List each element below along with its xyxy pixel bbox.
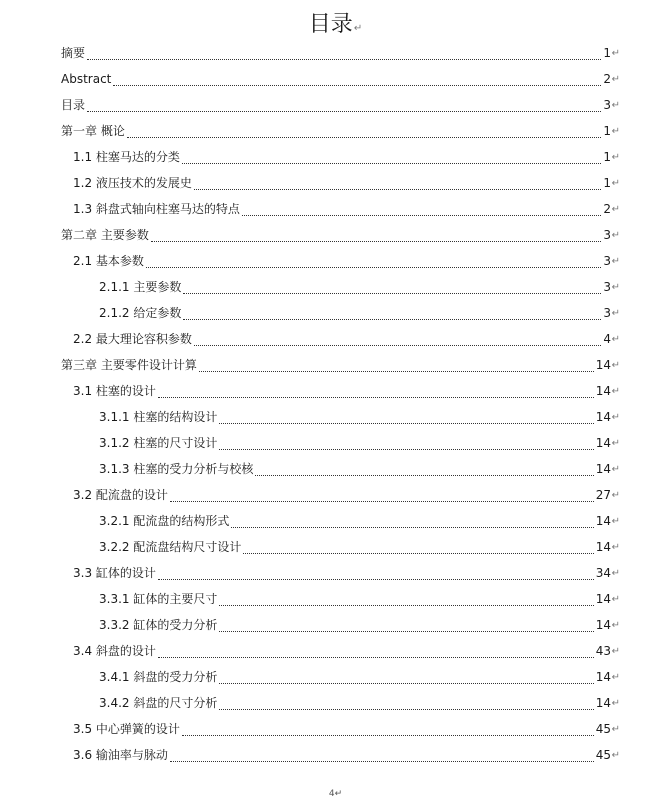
dot-leader — [194, 344, 601, 346]
dot-leader — [158, 396, 594, 398]
dot-leader — [158, 578, 594, 580]
toc-entry[interactable] — [99, 404, 620, 430]
toc-entry-label: 第三章 主要零件设计计算 — [61, 358, 197, 372]
paragraph-mark-icon: ↵ — [353, 23, 363, 34]
paragraph-mark-icon: ↵ — [611, 126, 620, 137]
toc-entry-label: 3.2.1 配流盘的结构形式 — [99, 514, 230, 528]
toc-entry[interactable] — [61, 92, 620, 118]
toc-entry-label: 2.2 最大理论容积参数 — [73, 332, 192, 346]
toc-heading — [0, 10, 671, 44]
dot-leader — [219, 682, 593, 684]
toc-entry-label: 第二章 主要参数 — [61, 228, 149, 242]
toc-entry[interactable] — [61, 222, 620, 248]
toc-entry-label: 摘要 — [61, 46, 86, 60]
dot-leader — [242, 214, 601, 216]
toc-entry[interactable] — [99, 274, 620, 300]
dot-leader — [219, 422, 593, 424]
paragraph-mark-icon: ↵ — [611, 620, 620, 631]
toc-entry-page-number: 3 — [603, 254, 611, 268]
toc-entry-page-number: 2 — [603, 72, 611, 86]
toc-entry-label: 3.2 配流盘的设计 — [73, 488, 168, 502]
paragraph-mark-icon: ↵ — [611, 334, 620, 345]
toc-entry[interactable] — [73, 170, 620, 196]
dot-leader — [127, 136, 602, 138]
dot-leader — [231, 526, 593, 528]
toc-entry-page-number: 14 — [595, 540, 611, 554]
toc-entry[interactable] — [73, 560, 620, 586]
toc-entry-label: 目录 — [61, 98, 86, 112]
dot-leader — [183, 292, 601, 294]
dot-leader — [199, 370, 594, 372]
paragraph-mark-icon: ↵ — [611, 646, 620, 657]
toc-entry[interactable] — [99, 612, 620, 638]
toc-entry-page-number: 3 — [603, 306, 611, 320]
paragraph-mark-icon: ↵ — [611, 490, 620, 501]
paragraph-mark-icon: ↵ — [611, 178, 620, 189]
toc-entry[interactable] — [61, 40, 620, 66]
paragraph-mark-icon: ↵ — [611, 516, 620, 527]
toc-entry-label: 1.2 液压技术的发展史 — [73, 176, 192, 190]
dot-leader — [182, 162, 601, 164]
toc-entry[interactable] — [73, 482, 620, 508]
dot-leader — [87, 58, 601, 60]
toc-entry-page-number: 14 — [595, 514, 611, 528]
dot-leader — [158, 656, 594, 658]
paragraph-mark-icon: ↵ — [611, 594, 620, 605]
toc-entry-label: 第一章 概论 — [61, 124, 125, 138]
paragraph-mark-icon: ↵ — [611, 282, 620, 293]
toc-entry[interactable] — [99, 430, 620, 456]
paragraph-mark-icon: ↵ — [611, 542, 620, 553]
toc-entry[interactable] — [73, 144, 620, 170]
toc-entry-label: 3.4 斜盘的设计 — [73, 644, 156, 658]
toc-entry[interactable] — [99, 456, 620, 482]
toc-entry-page-number: 3 — [603, 280, 611, 294]
dot-leader — [219, 630, 593, 632]
paragraph-mark-icon: ↵ — [611, 386, 620, 397]
toc-entry-page-number: 45 — [595, 722, 611, 736]
toc-entry-page-number: 4 — [603, 332, 611, 346]
dot-leader — [170, 760, 594, 762]
footer-paragraph-mark-icon: ↵ — [334, 789, 343, 799]
toc-entry-page-number: 1 — [603, 46, 611, 60]
toc-entry-label: 3.3.1 缸体的主要尺寸 — [99, 592, 218, 606]
paragraph-mark-icon: ↵ — [611, 412, 620, 423]
dot-leader — [146, 266, 601, 268]
toc-entry[interactable] — [61, 66, 620, 92]
toc-entry[interactable] — [99, 586, 620, 612]
page-footer — [0, 789, 671, 799]
toc-entry-label: 3.5 中心弹簧的设计 — [73, 722, 180, 736]
toc-entry-label: 3.1.3 柱塞的受力分析与校核 — [99, 462, 254, 476]
toc-entry[interactable] — [61, 118, 620, 144]
toc-entry-page-number: 14 — [595, 592, 611, 606]
toc-entry[interactable] — [73, 248, 620, 274]
dot-leader — [194, 188, 601, 190]
toc-entry-page-number: 45 — [595, 748, 611, 762]
toc-entry[interactable] — [73, 326, 620, 352]
toc-entry[interactable] — [73, 196, 620, 222]
paragraph-mark-icon: ↵ — [611, 672, 620, 683]
paragraph-mark-icon: ↵ — [611, 464, 620, 475]
dot-leader — [87, 110, 601, 112]
toc-entry[interactable] — [73, 378, 620, 404]
toc-entry-page-number: 1 — [603, 124, 611, 138]
toc-entry-page-number: 3 — [603, 228, 611, 242]
paragraph-mark-icon: ↵ — [611, 360, 620, 371]
paragraph-mark-icon: ↵ — [611, 308, 620, 319]
dot-leader — [219, 448, 593, 450]
toc-entry-page-number: 14 — [595, 410, 611, 424]
toc-heading-text: 目录 — [308, 12, 353, 37]
paragraph-mark-icon: ↵ — [611, 152, 620, 163]
paragraph-mark-icon: ↵ — [611, 750, 620, 761]
paragraph-mark-icon: ↵ — [611, 698, 620, 709]
toc-entry-label: 3.3 缸体的设计 — [73, 566, 156, 580]
toc-entry-label: 2.1.1 主要参数 — [99, 280, 182, 294]
toc-entry[interactable] — [73, 716, 620, 742]
toc-entry-page-number: 1 — [603, 150, 611, 164]
toc-entry[interactable] — [99, 300, 620, 326]
toc-entry-page-number: 14 — [595, 696, 611, 710]
toc-entry-label: 3.2.2 配流盘结构尺寸设计 — [99, 540, 242, 554]
toc-entry[interactable] — [99, 690, 620, 716]
toc-entry[interactable] — [73, 638, 620, 664]
toc-entry-page-number: 14 — [595, 436, 611, 450]
dot-leader — [170, 500, 594, 502]
toc-entry-page-number: 3 — [603, 98, 611, 112]
toc-entry-page-number: 43 — [595, 644, 611, 658]
toc-entry-label: 1.1 柱塞马达的分类 — [73, 150, 180, 164]
toc-entry-page-number: 14 — [595, 384, 611, 398]
paragraph-mark-icon: ↵ — [611, 204, 620, 215]
paragraph-mark-icon: ↵ — [611, 568, 620, 579]
toc-entry-label: 2.1.2 给定参数 — [99, 306, 182, 320]
toc-entry-label: 2.1 基本参数 — [73, 254, 144, 268]
paragraph-mark-icon: ↵ — [611, 724, 620, 735]
dot-leader — [219, 708, 593, 710]
paragraph-mark-icon: ↵ — [611, 100, 620, 111]
toc-entry-label: 3.1.1 柱塞的结构设计 — [99, 410, 218, 424]
paragraph-mark-icon: ↵ — [611, 74, 620, 85]
footer-page-number: 4 — [328, 789, 335, 799]
paragraph-mark-icon: ↵ — [611, 256, 620, 267]
toc-entry[interactable] — [61, 352, 620, 378]
dot-leader — [151, 240, 602, 242]
toc-entry-label: 3.6 输油率与脉动 — [73, 748, 168, 762]
dot-leader — [183, 318, 601, 320]
toc-entry-page-number: 14 — [595, 462, 611, 476]
dot-leader — [255, 474, 593, 476]
toc-entry-page-number: 27 — [595, 488, 611, 502]
toc-entry-page-number: 14 — [595, 358, 611, 372]
paragraph-mark-icon: ↵ — [611, 230, 620, 241]
dot-leader — [113, 84, 601, 86]
dot-leader — [243, 552, 593, 554]
toc-entry-page-number: 14 — [595, 670, 611, 684]
toc-entry-label: 3.3.2 缸体的受力分析 — [99, 618, 218, 632]
toc-entry[interactable] — [99, 664, 620, 690]
toc-entry-label: Abstract — [61, 72, 112, 86]
paragraph-mark-icon: ↵ — [611, 438, 620, 449]
dot-leader — [182, 734, 594, 736]
toc-entry-page-number: 14 — [595, 618, 611, 632]
toc-entry-label: 1.3 斜盘式轴向柱塞马达的特点 — [73, 202, 240, 216]
toc-entry-label: 3.1.2 柱塞的尺寸设计 — [99, 436, 218, 450]
toc-entry-label: 3.4.1 斜盘的受力分析 — [99, 670, 218, 684]
toc-entry-page-number: 1 — [603, 176, 611, 190]
toc-entry[interactable] — [99, 534, 620, 560]
dot-leader — [219, 604, 593, 606]
toc-entry-page-number: 2 — [603, 202, 611, 216]
toc-entry-label: 3.4.2 斜盘的尺寸分析 — [99, 696, 218, 710]
paragraph-mark-icon: ↵ — [611, 48, 620, 59]
toc-entry-page-number: 34 — [595, 566, 611, 580]
toc-entry[interactable] — [73, 742, 620, 768]
toc-entry[interactable] — [99, 508, 620, 534]
toc-entry-label: 3.1 柱塞的设计 — [73, 384, 156, 398]
